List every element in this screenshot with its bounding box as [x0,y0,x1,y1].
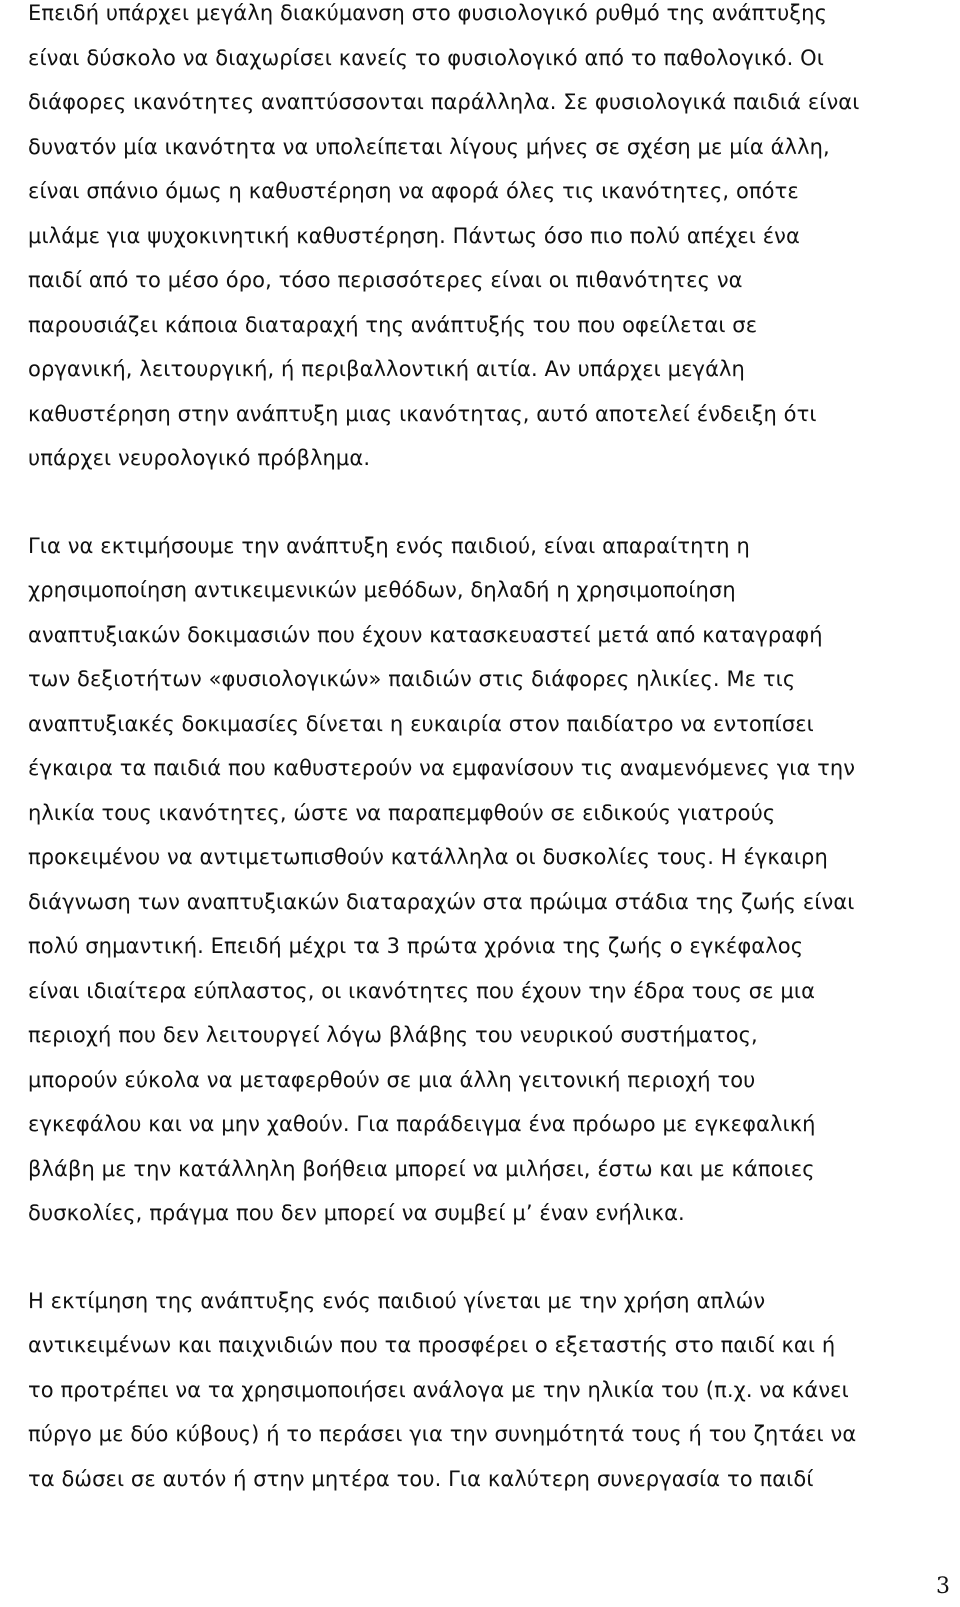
text-line: αναπτυξιακές δοκιμασίες δίνεται η ευκαιρία στον παιδίατρο να εντοπίσει [28,711,814,736]
text-line: βλάβη με την κατάλληλη βοήθεια μπορεί να μιλήσει, έστω και με κάποιες [28,1156,815,1181]
text-line: ηλικία τους ικανότητες, ώστε να παραπεμφθούν σε ειδικούς γιατρούς [28,800,776,825]
text-line: Για να εκτιμήσουμε την ανάπτυξη ενός παιδιού, είναι απαραίτητη η [28,533,750,558]
text-line: των δεξιοτήτων «φυσιολογικών» παιδιών στις διάφορες ηλικίες. Με τις [28,667,796,691]
text-line: είναι σπάνιο όμως η καθυστέρηση να αφορά όλες τις ικανότητες, οπότε [28,179,799,203]
text-line: εγκεφάλου και να μην χαθούν. Για παράδειγμα ένα πρόωρο με εγκεφαλική [28,1112,816,1136]
text-line: υπάρχει νευρολογικό πρόβλημα. [28,446,371,470]
paragraph-1 [28,0,958,481]
page-number: 3 [936,1574,950,1599]
text-line: δυνατόν μία ικανότητα να υπολείπεται λίγους μήνες σε σχέση με μία άλλη, [28,134,830,159]
text-line: αντικειμένων και παιχνιδιών που τα προσφέρει ο εξεταστής στο παιδί και ή [28,1333,836,1357]
paragraph-3 [28,1279,958,1502]
text-line: Επειδή υπάρχει μεγάλη διακύμανση στο φυσιολογικό ρυθμό της ανάπτυξης [28,1,827,25]
text-line: είναι δύσκολο να διαχωρίσει κανείς το φυσιολογικό από το παθολογικό. Οι [28,45,824,70]
text-line: παρουσιάζει κάποια διαταραχή της ανάπτυξής του που οφείλεται σε [28,312,758,337]
text-line: πολύ σημαντική. Επειδή μέχρι τα 3 πρώτα χρόνια της ζωής ο εγκέφαλος [28,934,804,958]
text-line: οργανική, λειτουργική, ή περιβαλλοντική αιτία. Αν υπάρχει μεγάλη [28,357,745,381]
text-line: είναι ιδιαίτερα εύπλαστος, οι ικανότητες που έχουν την έδρα τους σε μια [28,978,816,1003]
text-line: το προτρέπει να τα χρησιμοποιήσει ανάλογα με την ηλικία του (π.χ. να κάνει [28,1377,849,1402]
text-line: δυσκολίες, πράγμα που δεν μπορεί να συμβεί μ’ έναν ενήλικα. [28,1201,685,1225]
document-page [28,0,958,1501]
paragraph-2 [28,524,958,1236]
text-line: αναπτυξιακών δοκιμασιών που έχουν κατασκευαστεί μετά από καταγραφή [28,622,823,647]
text-line: διάγνωση των αναπτυξιακών διαταραχών στα πρώιμα στάδια της ζωής είναι [28,889,855,914]
text-line: περιοχή που δεν λειτουργεί λόγω βλάβης του νευρικού συστήματος, [28,1023,758,1047]
text-line: Η εκτίμηση της ανάπτυξης ενός παιδιού γίνεται με την χρήση απλών [28,1288,766,1313]
text-line: πύργο με δύο κύβους) ή το περάσει για την συνημότητά τους ή του ζητάει να [28,1422,857,1446]
text-line: τα δώσει σε αυτόν ή στην μητέρα του. Για καλύτερη συνεργασία το παιδί [28,1466,814,1491]
text-line: παιδί από το μέσο όρο, τόσο περισσότερες είναι οι πιθανότητες να [28,268,743,292]
text-line: έγκαιρα τα παιδιά που καθυστερούν να εμφανίσουν τις αναμενόμενες για την [28,756,856,780]
text-line: προκειμένου να αντιμετωπισθούν κατάλληλα οι δυσκολίες τους. Η έγκαιρη [28,845,828,869]
text-line: διάφορες ικανότητες αναπτύσσονται παράλληλα. Σε φυσιολογικά παιδιά είναι [28,90,860,114]
text-line: χρησιμοποίηση αντικειμενικών μεθόδων, δηλαδή η χρησιμοποίηση [28,578,736,602]
text-line: μιλάμε για ψυχοκινητική καθυστέρηση. Πάντως όσο πιο πολύ απέχει ένα [28,223,800,248]
text-line: καθυστέρηση στην ανάπτυξη μιας ικανότητας, αυτό αποτελεί ένδειξη ότι [28,401,817,426]
text-line: μπορούν εύκολα να μεταφερθούν σε μια άλλη γειτονική περιοχή του [28,1067,756,1092]
